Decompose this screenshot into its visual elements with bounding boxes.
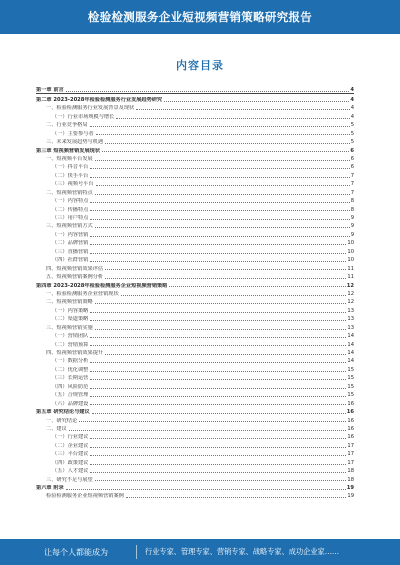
toc-entry-title: 二、建议 xyxy=(46,425,67,432)
toc-leader-dots xyxy=(90,472,346,473)
toc-entry[interactable] xyxy=(36,213,354,221)
toc-entry-page: 14 xyxy=(347,333,354,340)
toc-entry[interactable] xyxy=(36,457,354,465)
toc-entry-page: 10 xyxy=(347,257,354,264)
toc-leader-dots xyxy=(90,126,350,127)
toc-entry-page: 8 xyxy=(350,206,354,213)
toc-leader-dots xyxy=(90,312,346,313)
toc-entry-title: 三、短视频营销方式 xyxy=(46,223,93,230)
toc-entry-title: 四、短视频营销效果提升 xyxy=(46,350,104,356)
toc-entry-title: 一、检验检测服务企业营销现状 xyxy=(46,290,119,297)
page-footer xyxy=(0,539,400,565)
toc-leader-dots xyxy=(90,253,346,254)
toc-entry[interactable] xyxy=(36,432,354,440)
toc-leader-dots xyxy=(66,91,350,92)
toc-entry[interactable] xyxy=(36,128,354,136)
toc-leader-dots xyxy=(95,227,350,228)
toc-leader-dots xyxy=(90,388,346,389)
toc-leader-dots xyxy=(90,455,346,456)
toc-entry-page: 12 xyxy=(346,282,354,289)
toc-leader-dots xyxy=(90,320,346,321)
toc-entry-title: （一）内容营销 xyxy=(52,231,89,238)
toc-entry-title: 三、研究不足与展望 xyxy=(46,476,93,483)
toc-entry-page: 4 xyxy=(350,87,354,94)
toc-entry-title: （六）品牌建设 xyxy=(52,400,89,407)
toc-entry-page: 14 xyxy=(347,350,354,356)
toc-entry-page: 9 xyxy=(350,215,354,221)
toc-entry-page: 5 xyxy=(350,130,354,137)
toc-entry-page: 7 xyxy=(350,172,354,179)
toc-leader-dots xyxy=(90,219,349,220)
report-title: 检验检测服务企业短视频营销策略研究报告 xyxy=(87,10,313,24)
toc-entry-title: 三、短视频营销实施 xyxy=(46,324,93,331)
toc-leader-dots xyxy=(105,269,346,270)
toc-leader-dots xyxy=(69,430,347,431)
toc-leader-dots xyxy=(126,497,347,498)
toc-entry-title: （一）内容策略 xyxy=(52,307,89,314)
toc-entry-page: 14 xyxy=(347,358,354,365)
toc-entry[interactable] xyxy=(36,103,354,111)
toc-entry-title: 第五章 研究结论与建议 xyxy=(36,409,90,416)
footer-tagline: 行业专家、管理专家、营销专家、战略专家、成功企业家…… xyxy=(145,547,340,556)
toc-entry-title: （四）风险防范 xyxy=(52,383,89,390)
toc-entry-title: （二）传播特点 xyxy=(52,206,89,213)
toc-entry-title: （一）主要参与者 xyxy=(52,130,94,137)
toc-entry-title: 五、短视频营销案例分析 xyxy=(46,274,104,281)
toc-leader-dots xyxy=(90,244,346,245)
toc-entry[interactable] xyxy=(36,483,354,491)
toc-heading: 内容目录 xyxy=(176,59,224,72)
toc-entry-page: 7 xyxy=(350,181,354,188)
toc-entry-title: 第三章 短视频营销发展现状 xyxy=(36,147,101,154)
toc-leader-dots xyxy=(96,134,350,135)
toc-leader-dots xyxy=(90,371,346,372)
toc-entry-page: 6 xyxy=(350,164,354,171)
toc-entry-page: 4 xyxy=(350,113,354,120)
toc-entry-title: （三）用户特点 xyxy=(52,215,89,221)
toc-entry[interactable] xyxy=(36,94,354,102)
toc-leader-dots xyxy=(90,404,346,405)
toc-entry-title: （二）优化调整 xyxy=(52,366,89,373)
toc-entry[interactable] xyxy=(36,221,354,229)
page-header xyxy=(0,0,400,34)
toc-entry-title: 第六章 附录 xyxy=(36,485,64,491)
toc-entry[interactable] xyxy=(36,196,354,204)
toc-leader-dots xyxy=(90,168,349,169)
toc-entry-page: 16 xyxy=(347,417,354,424)
toc-entry-title: （四）政策建议 xyxy=(52,459,89,466)
toc-leader-dots xyxy=(136,109,349,110)
toc-entry-title: 第四章 2023-2028年检验检测服务企业短视频营销策略 xyxy=(36,282,168,289)
toc-entry[interactable] xyxy=(36,381,354,389)
toc-leader-dots xyxy=(95,160,350,161)
toc-leader-dots xyxy=(90,337,346,338)
toc-entry[interactable] xyxy=(36,398,354,406)
toc-entry[interactable] xyxy=(36,162,354,170)
toc-entry-title: （一）营销团队 xyxy=(52,333,89,340)
toc-leader-dots xyxy=(66,489,346,490)
toc-leader-dots xyxy=(102,151,349,152)
toc-leader-dots xyxy=(90,236,349,237)
table-of-contents xyxy=(36,85,354,499)
toc-entry[interactable] xyxy=(36,331,354,339)
toc-entry-page: 9 xyxy=(350,223,354,230)
toc-leader-dots xyxy=(121,295,347,296)
toc-entry-page: 11 xyxy=(347,274,354,281)
toc-entry[interactable] xyxy=(36,314,354,322)
toc-entry-page: 15 xyxy=(347,366,354,373)
toc-entry-page: 16 xyxy=(347,425,354,432)
toc-entry-page: 16 xyxy=(346,409,354,416)
toc-leader-dots xyxy=(105,278,346,279)
toc-entry[interactable] xyxy=(36,263,354,271)
toc-entry[interactable] xyxy=(36,339,354,347)
toc-entry[interactable] xyxy=(36,390,354,398)
toc-entry-page: 9 xyxy=(350,231,354,238)
toc-entry-page: 8 xyxy=(350,198,354,205)
toc-entry-page: 15 xyxy=(347,375,354,382)
toc-entry[interactable] xyxy=(36,204,354,212)
toc-entry-page: 17 xyxy=(347,451,354,458)
toc-entry[interactable] xyxy=(36,297,354,305)
toc-entry-title: 二、短视频营销策略 xyxy=(46,299,93,306)
toc-entry[interactable] xyxy=(36,120,354,128)
toc-entry[interactable] xyxy=(36,85,354,94)
toc-entry-page: 17 xyxy=(347,459,354,466)
footer-slogan: 让每个人都能成为 xyxy=(44,548,108,557)
toc-entry-title: （三）平台建议 xyxy=(52,451,89,458)
toc-entry-title: （二）快手平台 xyxy=(52,172,89,179)
toc-entry-page: 13 xyxy=(347,316,354,323)
toc-entry[interactable] xyxy=(36,305,354,313)
toc-leader-dots xyxy=(90,464,346,465)
toc-leader-dots xyxy=(79,421,346,422)
toc-entry-title: 三、未来发展趋势与机遇 xyxy=(46,139,104,146)
toc-entry-title: （二）渠道策略 xyxy=(52,316,89,323)
toc-entry-page: 17 xyxy=(347,442,354,449)
toc-entry[interactable] xyxy=(36,289,354,297)
toc-leader-dots xyxy=(90,362,346,363)
toc-leader-dots xyxy=(96,185,350,186)
toc-entry[interactable] xyxy=(36,280,354,288)
toc-entry-title: （五）人才建议 xyxy=(52,468,89,475)
toc-leader-dots xyxy=(95,194,350,195)
toc-leader-dots xyxy=(90,261,346,262)
toc-entry[interactable] xyxy=(36,137,354,145)
toc-entry-title: （四）社群营销 xyxy=(52,257,89,264)
toc-entry[interactable] xyxy=(36,364,354,372)
toc-entry-title: 一、研究结论 xyxy=(46,417,78,424)
toc-entry-title: （一）内容特点 xyxy=(52,198,89,205)
toc-leader-dots xyxy=(90,345,346,346)
toc-leader-dots xyxy=(90,396,346,397)
toc-entry-page: 12 xyxy=(347,290,354,297)
toc-entry-title: （二）企业建议 xyxy=(52,442,89,449)
toc-entry[interactable] xyxy=(36,246,354,254)
toc-entry[interactable] xyxy=(36,474,354,482)
toc-entry-page: 6 xyxy=(350,147,354,154)
toc-leader-dots xyxy=(92,413,346,414)
toc-entry-page: 10 xyxy=(347,248,354,255)
toc-leader-dots xyxy=(90,447,346,448)
toc-entry-title: 二、行业竞争格局 xyxy=(46,122,88,129)
toc-entry[interactable] xyxy=(36,272,354,280)
toc-entry-page: 18 xyxy=(347,468,354,475)
toc-entry[interactable] xyxy=(36,407,354,415)
toc-leader-dots xyxy=(95,480,347,481)
toc-entry-page: 7 xyxy=(350,189,354,196)
toc-entry-page: 15 xyxy=(347,392,354,399)
toc-entry[interactable] xyxy=(36,466,354,474)
toc-entry[interactable] xyxy=(36,348,354,356)
toc-entry-page: 5 xyxy=(350,122,354,129)
toc-entry-title: 二、短视频营销特点 xyxy=(46,189,93,196)
toc-entry-title: （三）长期运营 xyxy=(52,375,89,382)
toc-entry[interactable] xyxy=(36,491,354,499)
toc-entry-page: 13 xyxy=(347,307,354,314)
toc-leader-dots xyxy=(169,286,345,287)
toc-entry[interactable] xyxy=(36,356,354,364)
toc-entry-page: 15 xyxy=(347,383,354,390)
toc-entry-page: 14 xyxy=(347,341,354,348)
toc-entry-title: （二）营销预算 xyxy=(52,341,89,348)
toc-entry-title: （一）抖音平台 xyxy=(52,164,89,171)
toc-entry-page: 19 xyxy=(347,493,354,500)
toc-entry-page: 18 xyxy=(347,476,354,483)
toc-entry-page: 6 xyxy=(350,155,354,162)
toc-entry-title: （一）行业市场规模与增长 xyxy=(52,113,115,120)
toc-entry[interactable] xyxy=(36,449,354,457)
toc-entry-title: 第一章 前言 xyxy=(36,87,64,94)
toc-entry-title: （一）数据分析 xyxy=(52,358,89,365)
toc-entry-page: 16 xyxy=(347,400,354,407)
toc-entry[interactable] xyxy=(36,179,354,187)
toc-entry-page: 13 xyxy=(347,324,354,331)
toc-leader-dots xyxy=(95,303,347,304)
toc-leader-dots xyxy=(90,202,349,203)
toc-entry[interactable] xyxy=(36,145,354,153)
toc-entry[interactable] xyxy=(36,322,354,330)
toc-entry[interactable] xyxy=(36,238,354,246)
toc-leader-dots xyxy=(116,118,349,119)
toc-entry-title: （二）品牌营销 xyxy=(52,240,89,247)
toc-entry-page: 4 xyxy=(350,96,354,103)
toc-entry-title: 检验检测服务企业短视频营销案例 xyxy=(46,493,124,500)
toc-entry-title: 一、短视频平台发展 xyxy=(46,155,93,162)
toc-entry[interactable] xyxy=(36,415,354,423)
toc-entry[interactable] xyxy=(36,187,354,195)
toc-entry-page: 10 xyxy=(347,240,354,247)
toc-leader-dots xyxy=(105,354,346,355)
toc-entry[interactable] xyxy=(36,229,354,237)
toc-leader-dots xyxy=(164,101,349,102)
toc-leader-dots xyxy=(105,143,350,144)
toc-entry-title: （三）视频号平台 xyxy=(52,181,94,188)
toc-leader-dots xyxy=(95,329,347,330)
toc-entry-title: 一、检验检测服务行业发展背景及现状 xyxy=(46,105,135,112)
toc-leader-dots xyxy=(90,210,349,211)
toc-entry-page: 4 xyxy=(350,105,354,112)
toc-entry[interactable] xyxy=(36,440,354,448)
toc-leader-dots xyxy=(90,379,346,380)
toc-entry-page: 16 xyxy=(347,434,354,441)
toc-entry[interactable] xyxy=(36,111,354,119)
toc-entry-title: （五）合规管理 xyxy=(52,392,89,399)
toc-entry-title: 四、短视频营销效果评估 xyxy=(46,265,104,272)
toc-entry[interactable] xyxy=(36,154,354,162)
toc-entry-page: 5 xyxy=(350,139,354,146)
footer-divider xyxy=(136,545,137,559)
toc-entry-title: 第二章 2023-2028年检验检测服务行业发展趋势研究 xyxy=(36,96,163,103)
toc-leader-dots xyxy=(90,438,346,439)
toc-entry[interactable] xyxy=(36,424,354,432)
toc-entry-page: 19 xyxy=(346,485,354,491)
toc-entry[interactable] xyxy=(36,170,354,178)
toc-leader-dots xyxy=(90,177,349,178)
toc-entry-page: 12 xyxy=(347,299,354,306)
toc-entry[interactable] xyxy=(36,255,354,263)
toc-entry[interactable] xyxy=(36,373,354,381)
toc-entry-page: 11 xyxy=(347,265,354,272)
toc-entry-title: （一）行业建议 xyxy=(52,434,89,441)
toc-entry-title: （三）直播营销 xyxy=(52,248,89,255)
